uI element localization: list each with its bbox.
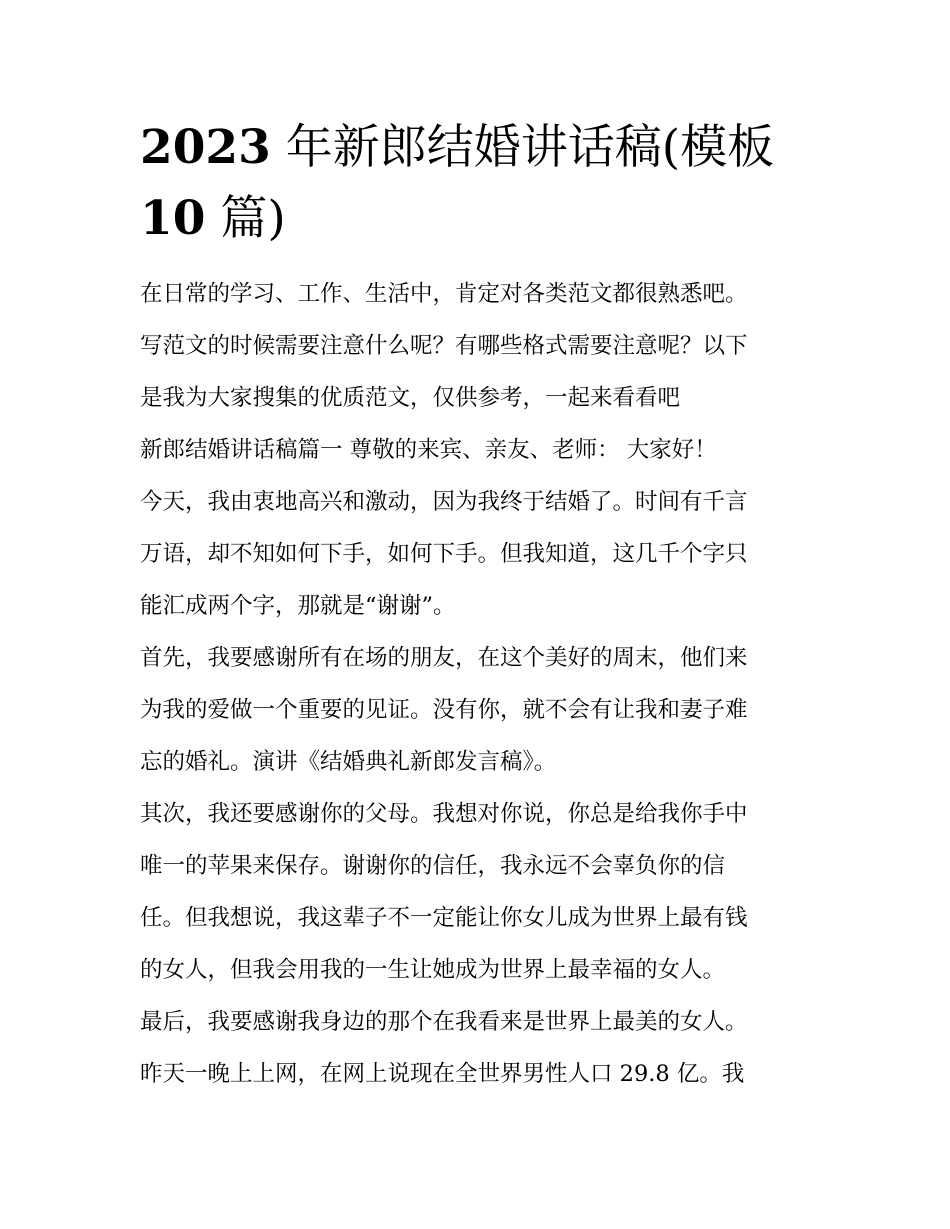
title-text-1: 年新郎结婚讲话稿(模板 (270, 120, 775, 175)
title-line-2 (140, 183, 820, 254)
body-line: 为我的爱做一个重要的见证。没有你，就不会有让我和妻子难 (140, 697, 748, 723)
body-line: 是我为大家搜集的优质范文，仅供参考，一起来看看吧 (140, 385, 681, 411)
body-line: 能汇成两个字，那就是“谢谢”。 (140, 593, 456, 619)
body-line: 的女人，但我会用我的一生让她成为世界上最幸福的女人。 (140, 957, 726, 983)
body-line: 今天，我由衷地高兴和激动，因为我终于结婚了。时间有千言 (140, 489, 748, 515)
body-line: 首先，我要感谢所有在场的朋友，在这个美好的周末，他们来 (140, 645, 748, 671)
document-title (140, 112, 820, 254)
title-year: 2023 (140, 120, 271, 175)
body-line: 唯一的苹果来保存。谢谢你的信任，我永远不会辜负你的信 (140, 853, 726, 879)
body-line: 新郎结婚讲话稿篇一 尊敬的来宾、亲友、老师： 大家好！ (140, 437, 717, 463)
body-line: 昨天一晚上上网，在网上说现在全世界男性人口 29.8 亿。我 (140, 1061, 745, 1087)
document-page (140, 112, 820, 1100)
document-body (140, 268, 820, 1100)
body-line: 其次，我还要感谢你的父母。我想对你说，你总是给我你手中 (140, 801, 748, 827)
title-text-2: 篇) (205, 191, 286, 246)
body-line: 写范文的时候需要注意什么呢？有哪些格式需要注意呢？以下 (140, 333, 748, 359)
title-count: 10 (140, 191, 206, 246)
title-line-1 (140, 112, 820, 183)
body-line: 忘的婚礼。演讲《结婚典礼新郎发言稿》。 (140, 749, 557, 775)
body-line: 任。但我想说，我这辈子不一定能让你女儿成为世界上最有钱 (140, 905, 748, 931)
body-line: 万语，却不知如何下手，如何下手。但我知道，这几千个字只 (140, 541, 748, 567)
body-line: 最后，我要感谢我身边的那个在我看来是世界上最美的女人。 (140, 1009, 748, 1035)
body-line: 在日常的学习、工作、生活中，肯定对各类范文都很熟悉吧。 (140, 281, 748, 307)
